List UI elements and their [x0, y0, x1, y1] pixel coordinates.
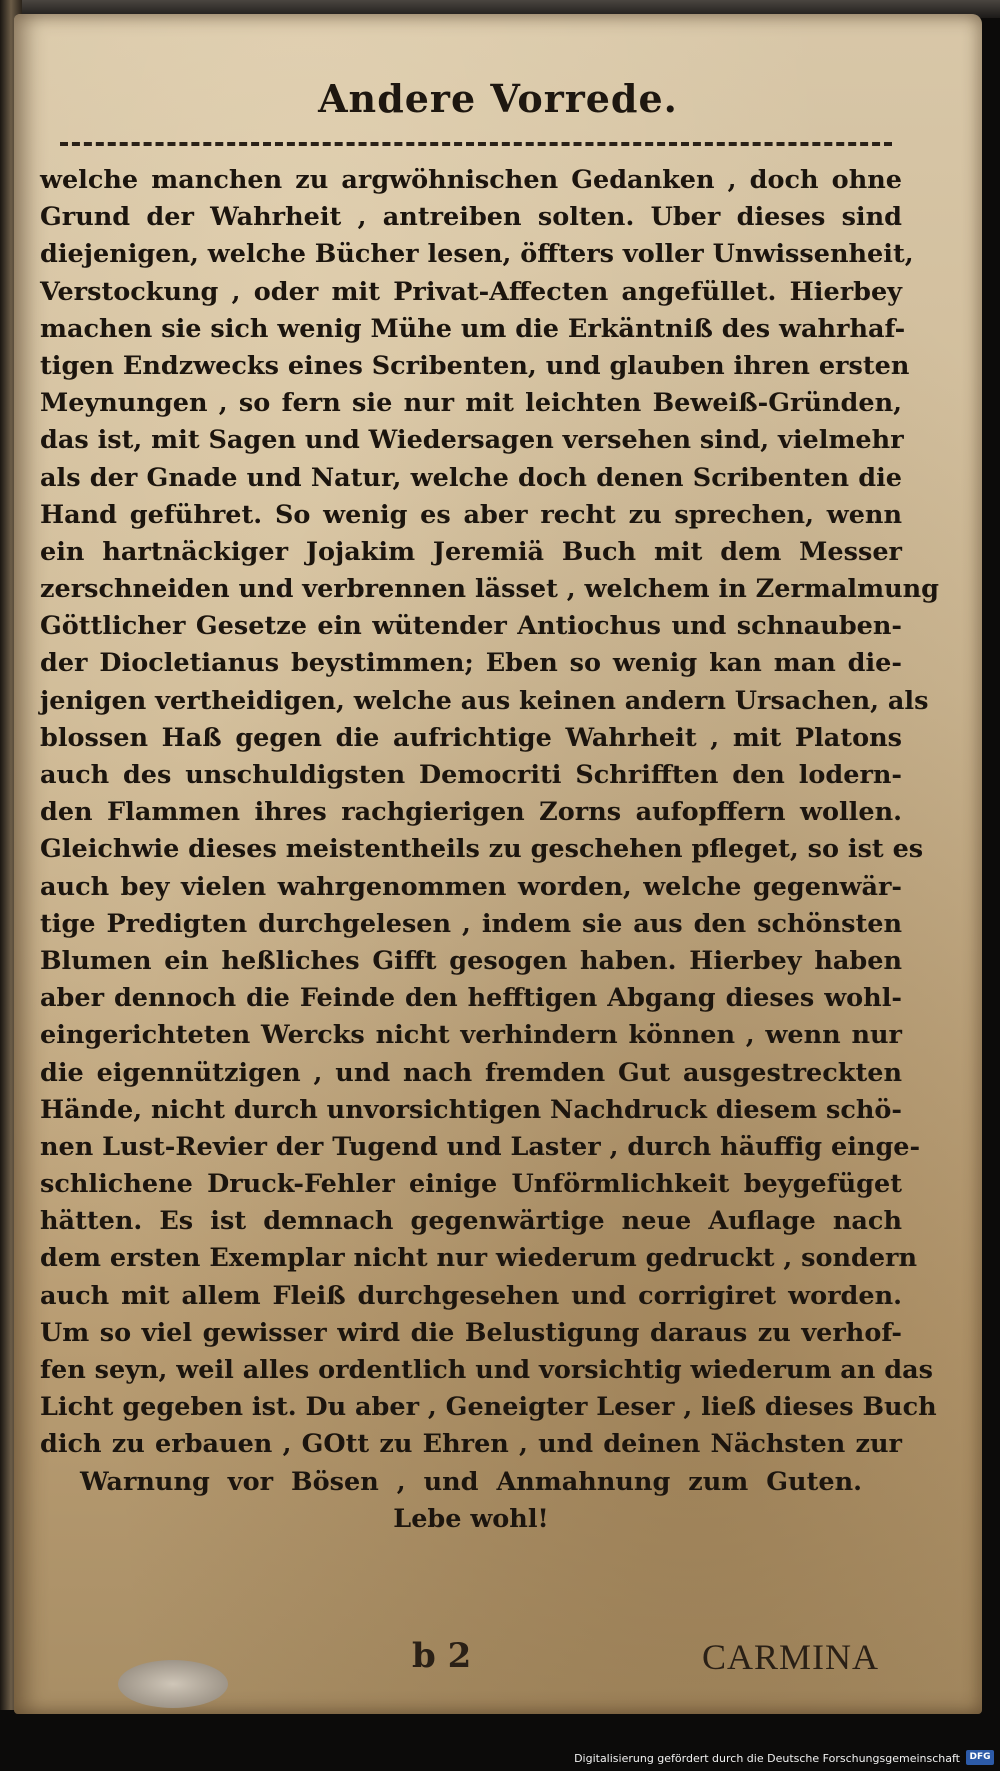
text-line: Blumen ein heßliches Gifft gesogen haben. Hierbey haben [40, 945, 902, 976]
text-line: ein hartnäckiger Jojakim Jeremiä Buch mit dem Messer [40, 536, 902, 567]
text-line: Licht gegeben ist. Du aber , Geneigter Leser , ließ dieses Buch [40, 1392, 937, 1423]
text-line: tige Predigten durchgelesen , indem sie aus den schönsten [40, 908, 902, 939]
text-line: auch bey vielen wahrgenommen worden, welche gegenwär- [40, 871, 902, 902]
text-line: auch mit allem Fleiß durchgesehen und corrigiret worden. [40, 1280, 902, 1311]
text-line: zerschneiden und verbrennen lässet , welchem in Zermalmung [40, 574, 939, 605]
text-line: blossen Haß gegen die aufrichtige Wahrheit , mit Platons [40, 722, 902, 753]
text-line: hätten. Es ist demnach gegenwärtige neue Auflage nach [40, 1206, 902, 1237]
text-line: der Diocletianus beystimmen; Eben so wenig kan man die- [40, 648, 902, 679]
text-line: fen seyn, weil alles ordentlich und vorsichtig wiederum an das [40, 1355, 933, 1385]
text-line: Um so viel gewisser wird die Belustigung daraus zu verhof- [40, 1317, 902, 1348]
page-clip [118, 1660, 228, 1708]
body-text [40, 162, 939, 1538]
text-line: dich zu erbauen , GOtt zu Ehren , und deinen Nächsten zur [40, 1429, 902, 1460]
text-line: als der Gnade und Natur, welche doch denen Scribenten die [40, 462, 902, 493]
text-line: schlichene Druck-Fehler einige Unförmlichkeit beygefüget [40, 1169, 902, 1200]
text-line: Grund der Wahrheit , antreiben solten. Uber dieses sind [40, 202, 902, 233]
text-line: diejenigen, welche Bücher lesen, öffters voller Unwissenheit, [40, 239, 914, 270]
book-page [14, 14, 982, 1714]
digitization-credit: Digitalisierung gefördert durch die Deutsche Forschungsgemeinschaft [574, 1752, 960, 1765]
text-line: die eigennützigen , und nach fremden Gut ausgestreckten [40, 1057, 902, 1088]
text-line: dem ersten Exemplar nicht nur wiederum gedruckt , sondern [40, 1243, 918, 1274]
text-line: auch des unschuldigsten Democriti Schrifften den lodern- [40, 760, 902, 790]
text-line: das ist, mit Sagen und Wiedersagen versehen sind, vielmehr [40, 425, 904, 456]
text-line: welche manchen zu argwöhnischen Gedanken , doch ohne [40, 165, 902, 195]
header-rule [60, 142, 892, 146]
text-line: Warnung vor Bösen , und Anmahnung zum Guten. [80, 1466, 862, 1497]
signature-mark: b 2 [412, 1636, 472, 1676]
text-line: Hand geführet. So wenig es aber recht zu sprechen, wenn [40, 499, 902, 530]
text-line: aber dennoch die Feinde den hefftigen Abgang dieses wohl- [40, 983, 902, 1014]
text-line: nen Lust-Revier der Tugend und Laster , durch häuffig einge- [40, 1131, 921, 1162]
text-line: Gleichwie dieses meistentheils zu geschehen pfleget, so ist es [40, 834, 924, 865]
catchword: CARMINA [702, 1637, 880, 1677]
text-line: Verstockung , oder mit Privat-Affecten angefüllet. Hierbey [40, 276, 902, 307]
text-line: den Flammen ihres rachgierigen Zorns aufopffern wollen. [40, 797, 902, 828]
text-line: Lebe wohl! [393, 1503, 549, 1534]
text-line: tigen Endzwecks eines Scribenten, und glauben ihren ersten [40, 350, 910, 381]
running-head: Andere Vorrede. [318, 76, 678, 121]
text-line: jenigen vertheidigen, welche aus keinen andern Ursachen, als [40, 685, 929, 716]
text-line: eingerichteten Wercks nicht verhindern können , wenn nur [40, 1020, 902, 1051]
text-line: Meynungen , so fern sie nur mit leichten Beweiß-Gründen, [40, 388, 902, 419]
text-line: Göttlicher Gesetze ein wütender Antiochus und schnauben- [40, 611, 902, 642]
dfg-logo: DFG [966, 1750, 994, 1765]
text-line: Hände, nicht durch unvorsichtigen Nachdruck diesem schö- [40, 1094, 903, 1125]
text-line: machen sie sich wenig Mühe um die Erkäntniß des wahrhaf- [40, 313, 906, 344]
